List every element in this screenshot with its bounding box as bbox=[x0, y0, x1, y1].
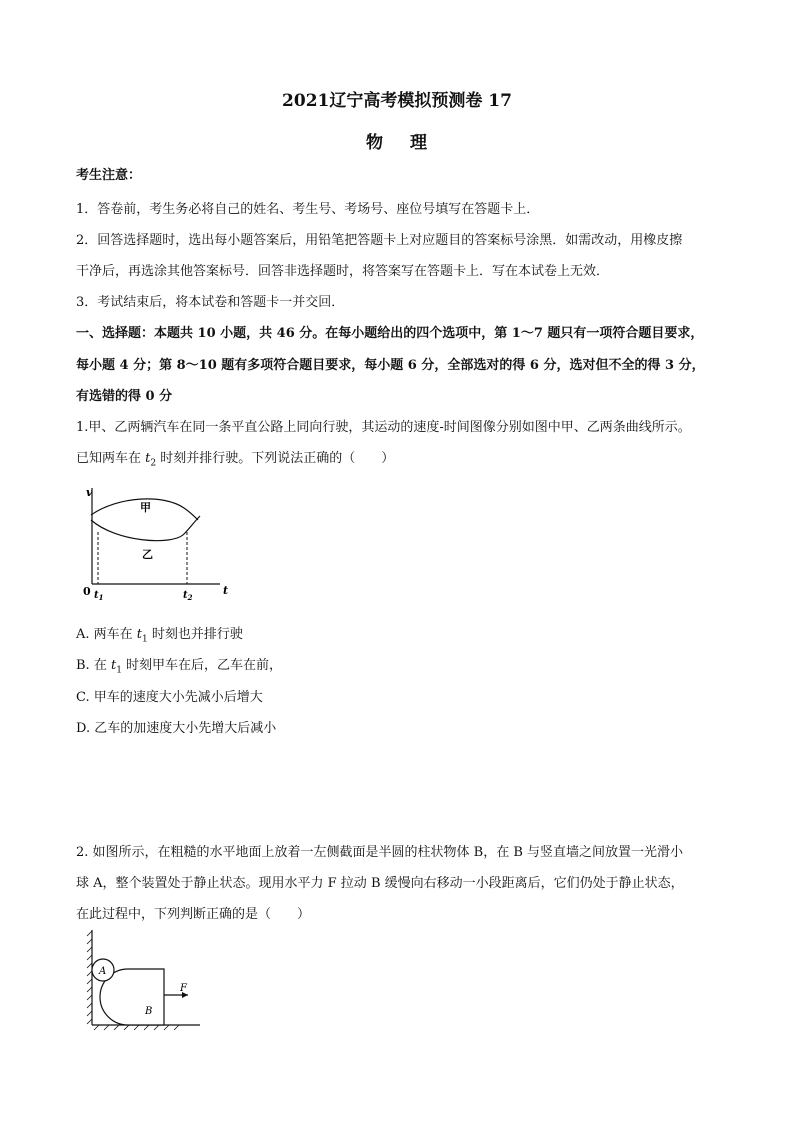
q1-stem-line-1: 1.甲、乙两辆汽车在同一条平直公路上同向行驶，其运动的速度-时间图像分别如图中甲、乙两条曲线所示。 bbox=[76, 420, 691, 435]
subject-heading bbox=[0, 128, 794, 153]
t2-label: $t_2$ bbox=[183, 590, 193, 602]
q1-vt-graph bbox=[80, 482, 230, 607]
curve-yi-label: 乙 bbox=[142, 548, 153, 561]
page-title: 2021辽宁高考模拟预测卷 17 bbox=[282, 91, 512, 111]
q2-stem-line-3: 在此过程中，下列判断正确的是（ ） bbox=[76, 907, 311, 922]
section-instructions-line-1: 一、选择题：本题共 10 小题，共 46 分。在每小题给出的四个选项中，第 1～7 题只有一项符合题目要求， bbox=[76, 326, 704, 341]
q2-stem-line-1: 2. 如图所示，在粗糙的水平地面上放着一左侧截面是半圆的柱状物体 B，在 B 与竖直墙之间放置一光滑小 bbox=[76, 845, 684, 860]
q1-option-d: D. 乙车的加速度大小先增大后减小 bbox=[76, 721, 277, 736]
section-instructions-line-3: 有选错的得 0 分 bbox=[76, 389, 173, 404]
notice-item-2-cont: 干净后，再选涂其他答案标号．回答非选择题时，将答案写在答题卡上．写在本试卷上无效． bbox=[76, 264, 610, 279]
wall-hatching bbox=[87, 931, 92, 1024]
block-b-label: B bbox=[145, 1006, 153, 1017]
notice-heading: 考生注意： bbox=[76, 168, 142, 183]
q1-option-c: C. 甲车的速度大小先减小后增大 bbox=[76, 690, 263, 705]
q1-option-b: B. 在 $t_1$ 时刻甲车在后，乙车在前， bbox=[76, 658, 283, 676]
q1-option-a: A. 两车在 $t_1$ 时刻也并排行驶 bbox=[76, 627, 243, 645]
ball-a-label: A bbox=[99, 966, 107, 977]
curve-yi bbox=[91, 516, 200, 541]
origin-label: 0 bbox=[83, 585, 91, 598]
q2-setup-figure bbox=[84, 928, 204, 1033]
subject-char-2: 理 bbox=[410, 133, 428, 153]
curve-jia-label: 甲 bbox=[140, 501, 151, 514]
q2-stem-line-2: 球 A，整个装置处于静止状态。现用水平力 F 拉动 B 缓慢向右移动一小段距离后，它们仍处于静止状态， bbox=[76, 876, 684, 891]
subject-char-1: 物 bbox=[366, 133, 384, 153]
notice-item-3: 3．考试结束后，将本试卷和答题卡一并交回． bbox=[76, 295, 345, 310]
y-axis-label: v bbox=[86, 486, 93, 499]
x-axis-label: t bbox=[223, 584, 229, 597]
q1-stem-line-2: 已知两车在 $t_2$ 时刻并排行驶。下列说法正确的（ ） bbox=[76, 451, 395, 469]
notice-item-1: 1．答卷前，考生务必将自己的姓名、考生号、考场号、座位号填写在答题卡上． bbox=[76, 202, 540, 217]
notice-item-2: 2．回答选择题时，选出每小题答案后，用铅笔把答题卡上对应题目的答案标号涂黑．如需改动，用橡皮擦 bbox=[76, 233, 683, 248]
t1-label: $t_1$ bbox=[94, 590, 104, 602]
ground-hatching bbox=[94, 1025, 179, 1030]
section-instructions-line-2: 每小题 4 分；第 8～10 题有多项符合题目要求，每小题 6 分，全部选对的得 6 分，选对但不全的得 3 分， bbox=[76, 358, 705, 373]
force-label: F bbox=[180, 983, 187, 994]
